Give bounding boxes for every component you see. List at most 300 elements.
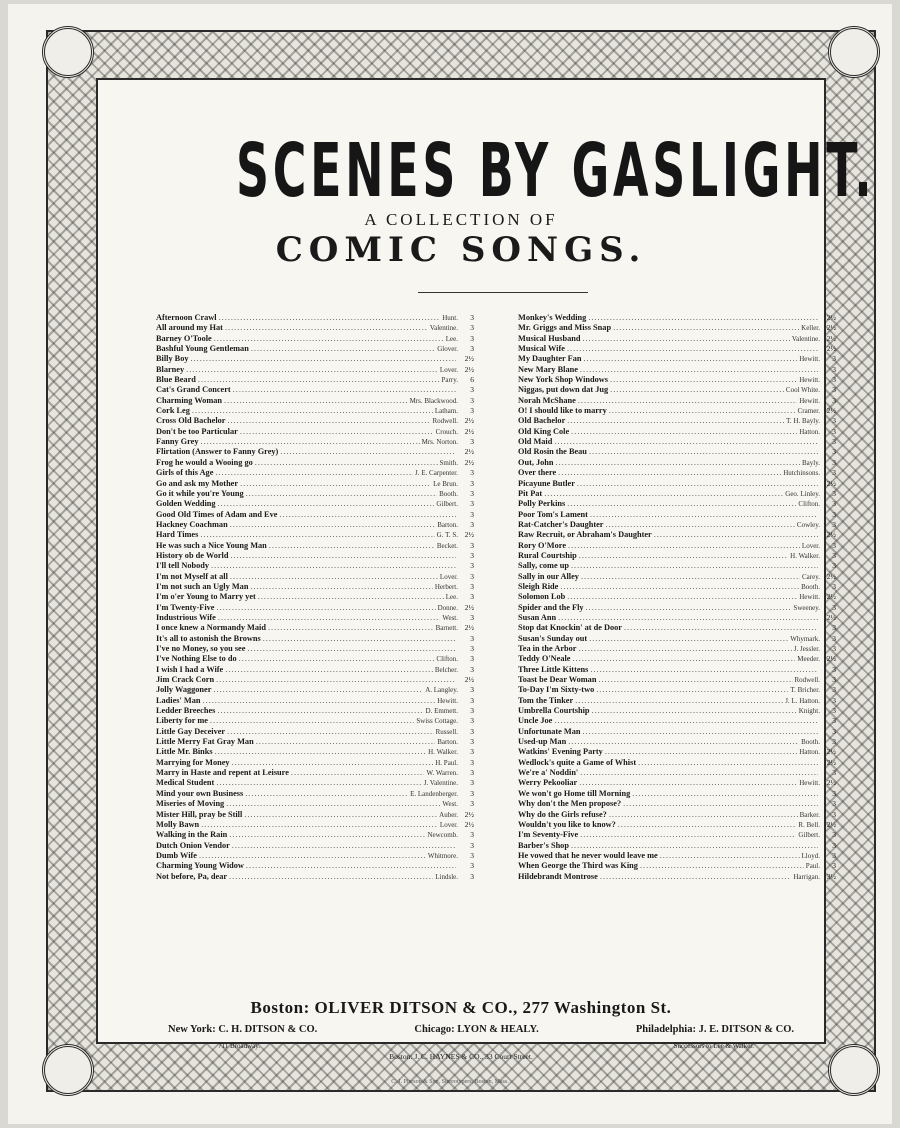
- song-title: Marrying for Money: [156, 757, 230, 767]
- song-composer: Russell.: [435, 727, 458, 736]
- song-composer: Herbert.: [434, 582, 458, 591]
- dot-leader: [216, 675, 456, 685]
- song-entry: [518, 458, 836, 468]
- song-price: 2½: [826, 778, 836, 788]
- song-title: Rory O'More: [518, 540, 566, 550]
- song-entry: [156, 344, 474, 354]
- dot-leader: [239, 654, 435, 664]
- song-entry: [518, 675, 836, 685]
- song-price: 2½: [826, 333, 836, 343]
- song-title: Cork Leg: [156, 406, 190, 416]
- dot-leader: [213, 685, 423, 695]
- song-price: 3: [470, 581, 474, 591]
- song-title: I'm Twenty-Five: [156, 602, 215, 612]
- printer-credit: C. J. Pierson & Son, Stereotypers, Boston, Mass.: [391, 1079, 509, 1085]
- publisher-newyork: New York: C. H. DITSON & CO.: [168, 1024, 318, 1035]
- song-title: I've no Money, so you see: [156, 644, 246, 653]
- dot-leader: [580, 365, 818, 375]
- song-entry: [518, 851, 836, 861]
- song-price: 3: [832, 716, 836, 726]
- song-title: I'm not Myself at all: [156, 571, 228, 581]
- song-entry: [156, 499, 474, 509]
- song-composer: T. Bricher.: [790, 686, 820, 695]
- dot-leader: [269, 541, 435, 551]
- song-title: O! I should like to marry: [518, 406, 607, 416]
- song-entry: [518, 582, 836, 592]
- song-price: 3: [470, 850, 474, 860]
- song-price: 3: [470, 830, 474, 840]
- newyork-address: 711 Broadway.: [218, 1042, 261, 1050]
- song-title: Flirtation (Answer to Fanny Grey): [156, 447, 279, 457]
- song-price: 2½: [826, 313, 836, 322]
- song-title: Picayune Butler: [518, 478, 575, 488]
- song-title: Wedlock's quite a Game of Whist: [518, 757, 637, 767]
- song-title: Tea in the Arbor: [518, 644, 577, 653]
- song-title: When George the Third was King: [518, 861, 638, 871]
- song-title: Norah McShane: [518, 395, 576, 405]
- song-entry: [156, 592, 474, 602]
- song-title: Frog he would a Wooing go: [156, 457, 253, 467]
- dot-leader: [567, 416, 784, 426]
- song-title: Why do the Girls refuse?: [518, 809, 607, 819]
- song-entry: [518, 696, 836, 706]
- song-composer: J. E. Carpenter.: [415, 469, 458, 478]
- song-composer: Booth.: [801, 582, 820, 591]
- song-composer: Hewitt.: [799, 396, 820, 405]
- dot-leader: [229, 872, 433, 882]
- song-entry: [518, 334, 836, 344]
- song-title: Used-up Man: [518, 737, 567, 747]
- dot-leader: [654, 530, 818, 540]
- song-price: 3: [832, 726, 836, 736]
- dot-leader: [247, 644, 456, 654]
- song-title: Molly Bawn: [156, 819, 200, 829]
- song-title: Blue Beard: [156, 375, 196, 385]
- song-title: Stop dat Knockin' at de Door: [518, 623, 622, 633]
- dot-leader: [245, 789, 408, 799]
- song-title: Sally in our Alley: [518, 571, 579, 581]
- song-title: Billy Boy: [156, 354, 189, 364]
- song-entry: [156, 613, 474, 623]
- dot-leader: [191, 354, 456, 364]
- song-price: 3: [470, 737, 474, 747]
- publisher-chicago: Chicago: LYON & HEALY.: [414, 1024, 539, 1035]
- song-price: 3: [832, 633, 836, 643]
- song-price: 3: [832, 861, 836, 871]
- song-entry: [156, 447, 474, 457]
- song-price: 3: [832, 437, 836, 447]
- song-composer: Harrigan.: [793, 872, 820, 881]
- song-entry: [518, 747, 836, 757]
- song-title: He was such a Nice Young Man: [156, 540, 267, 550]
- song-entry: [156, 665, 474, 675]
- song-entry: [518, 706, 836, 716]
- song-price: 3: [832, 788, 836, 798]
- dot-leader: [232, 758, 434, 768]
- song-price: 3: [470, 478, 474, 488]
- song-price: 3: [832, 623, 836, 633]
- song-title: Watkins' Evening Party: [518, 747, 603, 757]
- dot-leader: [224, 396, 408, 406]
- dot-leader: [609, 406, 796, 416]
- song-entry: [518, 861, 836, 871]
- song-composer: J. Valentine.: [423, 779, 458, 788]
- song-price: 3: [470, 519, 474, 529]
- dot-leader: [199, 851, 426, 861]
- song-entry: [518, 313, 836, 323]
- song-composer: Le Brun.: [433, 479, 458, 488]
- song-price: 2½: [826, 478, 836, 488]
- song-title: Hackney Coachman: [156, 519, 228, 529]
- song-entry: [156, 510, 474, 520]
- dot-leader: [240, 479, 431, 489]
- song-composer: Gilbert.: [436, 500, 458, 509]
- song-entry: [518, 375, 836, 385]
- dot-leader: [571, 427, 797, 437]
- song-entry: [156, 468, 474, 478]
- song-price: 3: [832, 375, 836, 385]
- song-title: Teddy O'Neale: [518, 654, 571, 664]
- song-composer: Lloyd.: [801, 851, 820, 860]
- publisher-main: Boston: OLIVER DITSON & CO., 277 Washington St.: [250, 998, 672, 1017]
- dot-leader: [567, 592, 797, 602]
- song-price: 3: [470, 768, 474, 778]
- song-price: 2½: [826, 757, 836, 767]
- song-composer: Auber.: [439, 810, 458, 819]
- song-title: Musical Husband: [518, 333, 581, 343]
- song-entry: [156, 416, 474, 426]
- dot-leader: [217, 706, 423, 716]
- song-price: 3: [470, 468, 474, 478]
- song-price: 3: [470, 499, 474, 509]
- song-price: 3: [832, 488, 836, 498]
- song-price: 3: [470, 664, 474, 674]
- dot-leader: [263, 634, 456, 644]
- song-composer: H. Paul.: [435, 758, 458, 767]
- song-title: Little Merry Fat Gray Man: [156, 737, 254, 747]
- dot-leader: [211, 561, 456, 571]
- dot-leader: [589, 447, 818, 457]
- song-title: Jim Crack Corn: [156, 675, 215, 685]
- dot-leader: [226, 799, 440, 809]
- song-price: 3: [832, 354, 836, 364]
- song-title: Liberty for me: [156, 716, 208, 726]
- song-entry: [518, 365, 836, 375]
- song-entry: [156, 634, 474, 644]
- song-entry: [156, 644, 474, 654]
- song-entry: [156, 323, 474, 333]
- publisher-boston-secondary: Boston: J. C. HAYNES & CO., 33 Court Street.: [389, 1052, 533, 1061]
- dot-leader: [232, 841, 456, 851]
- dot-leader: [210, 716, 414, 726]
- song-price: 3: [470, 406, 474, 416]
- song-composer: Belcher.: [434, 665, 458, 674]
- dot-leader: [250, 582, 432, 592]
- song-composer: Barton.: [437, 738, 458, 747]
- song-entry: [156, 861, 474, 871]
- song-title: Dumb Wife: [156, 850, 197, 860]
- song-title: Cross Old Bachelor: [156, 416, 226, 426]
- dot-leader: [218, 499, 435, 509]
- song-title: Girls of this Age: [156, 468, 214, 478]
- song-title: Little Gay Deceiver: [156, 726, 226, 736]
- song-entry: [156, 572, 474, 582]
- song-entry: [156, 778, 474, 788]
- song-price: 2½: [826, 571, 836, 581]
- song-composer: Bayly.: [801, 458, 820, 467]
- dot-leader: [246, 861, 456, 871]
- song-title: Umbrella Courtship: [518, 706, 590, 716]
- song-entry: [518, 810, 836, 820]
- dot-leader: [200, 530, 434, 540]
- song-price: 3: [832, 644, 836, 653]
- song-price: 3: [470, 395, 474, 405]
- song-title: Toast be Dear Woman: [518, 675, 597, 685]
- song-entry: [156, 561, 474, 571]
- dot-leader: [598, 675, 792, 685]
- song-entry: [156, 406, 474, 416]
- dot-leader: [216, 603, 435, 613]
- song-entry: [156, 396, 474, 406]
- song-entry: [518, 768, 836, 778]
- dot-leader: [256, 737, 436, 747]
- song-price: 3: [832, 685, 836, 695]
- dot-leader: [590, 665, 818, 675]
- song-composer: Hewitt.: [437, 696, 458, 705]
- song-composer: Hatton.: [799, 427, 820, 436]
- song-composer: Lover.: [439, 820, 458, 829]
- song-composer: Lee.: [445, 593, 458, 602]
- song-entry: [518, 603, 836, 613]
- song-title: I once knew a Normandy Maid: [156, 623, 266, 633]
- song-title: Old King Cole: [518, 426, 570, 436]
- song-title: I'm Seventy-Five: [518, 830, 579, 840]
- song-price: 3: [832, 809, 836, 819]
- dot-leader: [279, 510, 456, 520]
- song-price: 3: [832, 519, 836, 529]
- song-entry: [156, 334, 474, 344]
- song-composer: T. H. Bayly.: [786, 417, 820, 426]
- song-entry: [518, 510, 836, 520]
- song-price: 3: [832, 447, 836, 457]
- song-composer: E. Landenberger.: [410, 789, 458, 798]
- song-entry: [518, 489, 836, 499]
- dot-leader: [660, 851, 800, 861]
- song-composer: Gilbert.: [798, 831, 820, 840]
- song-price: 3: [832, 602, 836, 612]
- dot-leader: [558, 613, 818, 623]
- song-composer: Geo. Linley.: [785, 489, 820, 498]
- song-price: 3: [470, 540, 474, 550]
- dot-leader: [571, 841, 818, 851]
- song-entry: [518, 789, 836, 799]
- song-entry: [156, 727, 474, 737]
- song-entry: [518, 623, 836, 633]
- publisher-philadelphia: Philadelphia: J. E. DITSON & CO.: [635, 1024, 794, 1035]
- song-title: Musical Wife: [518, 344, 565, 354]
- dot-leader: [198, 375, 440, 385]
- song-price: 2½: [826, 530, 836, 540]
- song-title: Ladies' Man: [156, 695, 201, 705]
- song-price: 3: [470, 644, 474, 653]
- song-price: 2½: [826, 612, 836, 622]
- song-price: 2½: [464, 354, 474, 364]
- song-entry: [518, 447, 836, 457]
- song-price: 3: [470, 840, 474, 850]
- philadelphia-note: Successors to Lee & Walker.: [673, 1042, 754, 1050]
- song-composer: Paul.: [805, 862, 820, 871]
- song-price: 3: [832, 799, 836, 809]
- song-title: Sleigh Ride: [518, 581, 559, 591]
- dot-leader: [568, 737, 799, 747]
- song-composer: Mrs. Blackwood.: [409, 396, 458, 405]
- song-price: 3: [832, 840, 836, 850]
- song-price: 2½: [464, 809, 474, 819]
- song-price: 3: [470, 747, 474, 757]
- dot-leader: [580, 830, 796, 840]
- song-composer: Hewitt.: [799, 779, 820, 788]
- dot-leader: [556, 458, 800, 468]
- song-entry: [156, 675, 474, 685]
- song-price: 3: [832, 850, 836, 860]
- dot-leader: [291, 768, 425, 778]
- dot-leader: [588, 313, 818, 323]
- song-title: Go it while you're Young: [156, 488, 244, 498]
- page-title: SCENES BY GASLIGHT.: [235, 128, 876, 214]
- song-entry: [518, 561, 836, 571]
- song-title: Fanny Grey: [156, 437, 199, 447]
- song-entry: [518, 323, 836, 333]
- song-price: 3½: [826, 871, 836, 881]
- song-price: 3: [832, 395, 836, 405]
- song-title: Bashful Young Gentleman: [156, 344, 249, 354]
- song-list-right: [518, 313, 836, 882]
- dot-leader: [258, 592, 444, 602]
- song-title: Susan's Sunday out: [518, 633, 588, 643]
- dot-leader: [214, 334, 444, 344]
- song-composer: H. Walker.: [428, 748, 458, 757]
- song-entry: [156, 789, 474, 799]
- song-price: 3: [832, 540, 836, 550]
- song-entry: [156, 685, 474, 695]
- song-price: 3: [832, 468, 836, 478]
- song-price: 3: [832, 830, 836, 840]
- song-entry: [518, 530, 836, 540]
- song-entry: [156, 437, 474, 447]
- song-title: Solomon Lob: [518, 592, 566, 602]
- song-entry: [518, 634, 836, 644]
- song-entry: [518, 644, 836, 654]
- content-panel: [96, 78, 876, 1061]
- song-price: 2½: [464, 426, 474, 436]
- song-price: 3: [470, 561, 474, 571]
- song-title: To-Day I'm Sixty-two: [518, 685, 595, 695]
- song-composer: Whymark.: [790, 634, 820, 643]
- song-price: 3: [470, 344, 474, 354]
- song-entry: [156, 820, 474, 830]
- subtitle: A COLLECTION OF: [364, 210, 558, 229]
- dot-leader: [605, 747, 797, 757]
- song-composer: Hewitt.: [799, 593, 820, 602]
- song-title: Miseries of Moving: [156, 799, 225, 809]
- song-price: 3: [832, 706, 836, 716]
- song-entry: [156, 872, 474, 882]
- song-entry: [518, 354, 836, 364]
- song-price: 3: [470, 333, 474, 343]
- song-price: 2½: [464, 416, 474, 426]
- dot-leader: [240, 427, 434, 437]
- song-price: 3: [832, 426, 836, 436]
- dot-leader: [219, 313, 441, 323]
- dot-leader: [609, 810, 798, 820]
- song-title: Three Little Kittens: [518, 664, 589, 674]
- song-price: 3: [470, 385, 474, 395]
- song-title: Charming Woman: [156, 395, 223, 405]
- dot-leader: [229, 830, 425, 840]
- dot-leader: [582, 334, 789, 344]
- publisher-notes: [218, 1042, 754, 1050]
- song-entry: [518, 499, 836, 509]
- song-title: We won't go Home till Morning: [518, 788, 631, 798]
- song-entry: [518, 406, 836, 416]
- song-price: 3: [832, 499, 836, 509]
- song-composer: West.: [442, 613, 458, 622]
- song-entry: [156, 603, 474, 613]
- song-title: Old Maid: [518, 437, 553, 447]
- song-entry: [518, 716, 836, 726]
- song-entry: [518, 654, 836, 664]
- song-composer: G. T. S.: [436, 531, 458, 540]
- song-title: Monkey's Wedding: [518, 313, 587, 322]
- song-entry: [518, 778, 836, 788]
- song-entry: [518, 737, 836, 747]
- song-entry: [156, 758, 474, 768]
- song-composer: Crouch.: [435, 427, 458, 436]
- song-title: Susan Ann: [518, 612, 557, 622]
- song-title: Little Mr. Binks: [156, 747, 213, 757]
- song-composer: Rodwell.: [432, 417, 458, 426]
- song-price: 3: [470, 592, 474, 602]
- song-composer: Clifton.: [798, 500, 820, 509]
- corner-ornament: [42, 1044, 94, 1096]
- dot-leader: [600, 872, 792, 882]
- dot-leader: [578, 396, 797, 406]
- song-entry: [518, 520, 836, 530]
- song-price: 3: [470, 509, 474, 519]
- dot-leader: [216, 778, 421, 788]
- song-title: Not before, Pa, dear: [156, 871, 228, 881]
- song-title: Rural Courtship: [518, 550, 577, 560]
- song-price: 3: [470, 654, 474, 664]
- dot-leader: [280, 447, 456, 457]
- song-entry: [518, 479, 836, 489]
- song-composer: Latham.: [434, 407, 458, 416]
- dot-leader: [572, 654, 795, 664]
- song-entry: [156, 747, 474, 757]
- song-price: 2½: [464, 530, 474, 540]
- song-composer: A. Langley.: [425, 686, 458, 695]
- dot-leader: [596, 685, 788, 695]
- song-entry: [518, 344, 836, 354]
- song-entry: [156, 520, 474, 530]
- song-price: 6: [470, 375, 474, 385]
- song-composer: Keller.: [801, 324, 820, 333]
- song-title: Ledder Breeches: [156, 706, 216, 716]
- song-composer: Swiss Cottage.: [416, 717, 458, 726]
- song-entry: [156, 716, 474, 726]
- song-title: New York Shop Windows: [518, 375, 608, 385]
- song-title: Uncle Joe: [518, 716, 553, 726]
